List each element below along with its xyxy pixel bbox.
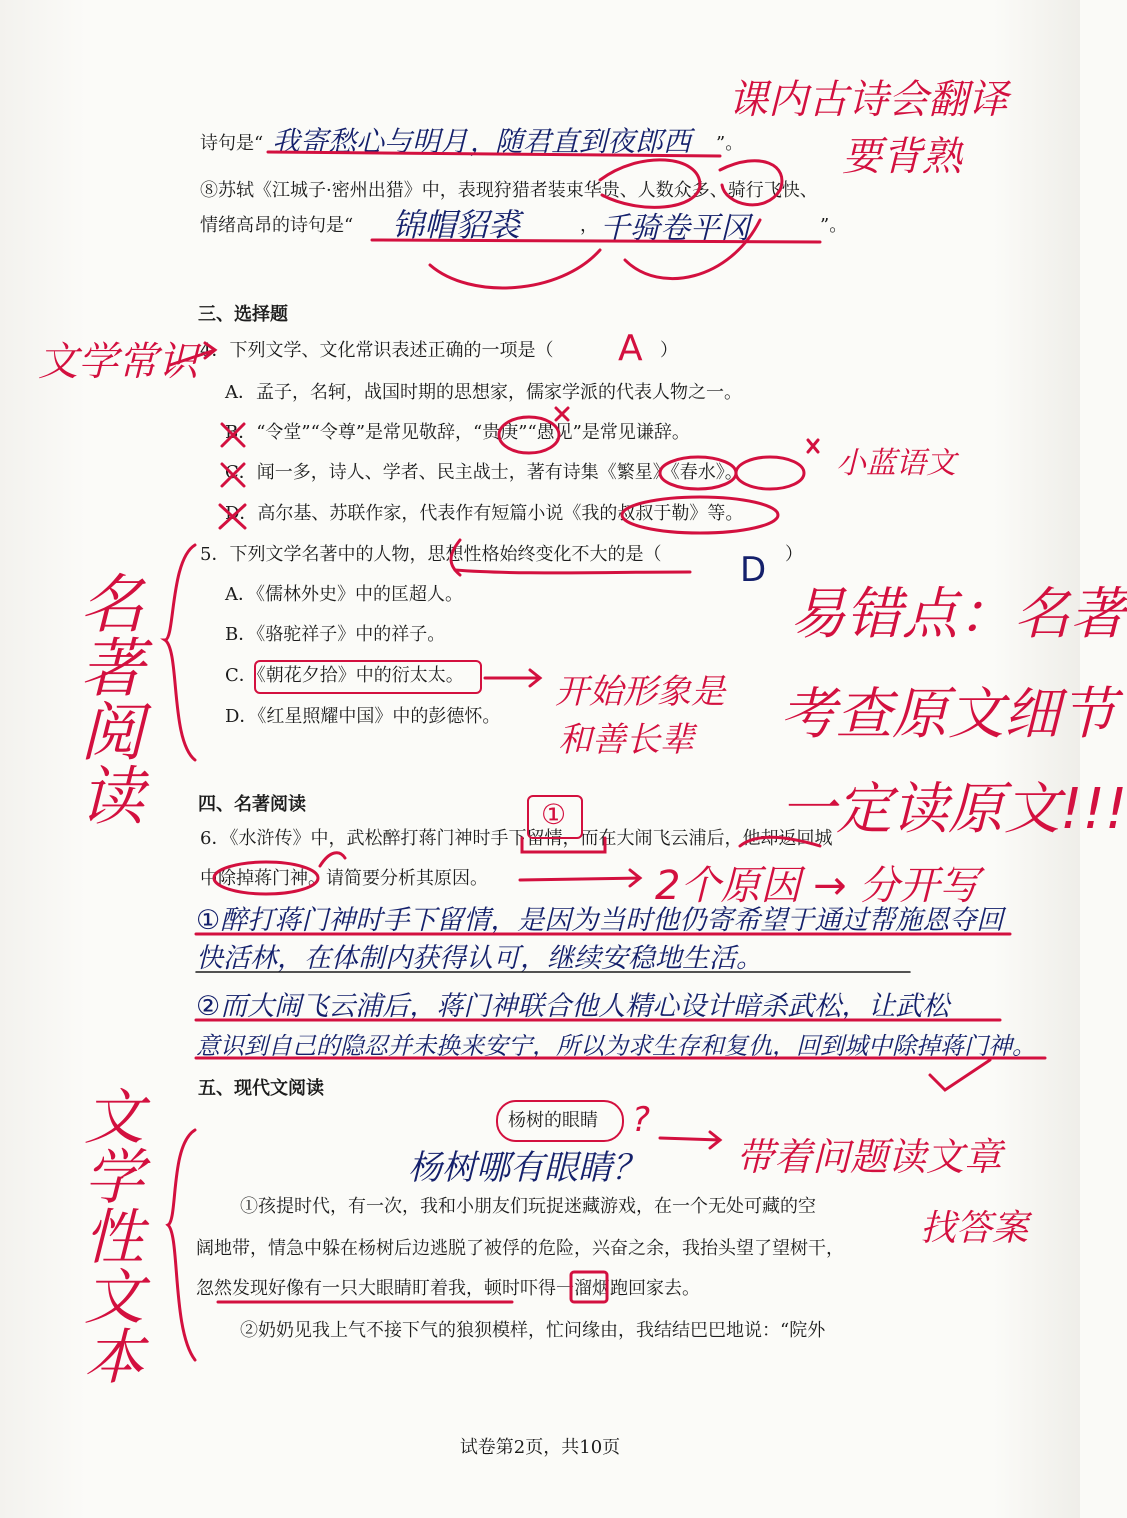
- note-mingzhu-text: 名著阅读: [69, 570, 143, 826]
- q8-answer-a: 锦帽貂裘: [392, 206, 521, 244]
- q7-line: [200, 133, 263, 155]
- q4-option-a: A．孟子，名轲，战国时期的思想家，儒家学派的代表人物之一。: [225, 382, 742, 403]
- q7-sep: ，: [470, 128, 497, 158]
- q7-answer-a: 我寄愁心与明月: [272, 125, 469, 158]
- q8-line2-prefix: 情绪高昂的诗句是“: [200, 215, 354, 236]
- note-memorize: 要背熟: [842, 134, 962, 180]
- q4-stem: [200, 340, 553, 362]
- hand-title: 杨树哪有眼睛？: [408, 1148, 646, 1188]
- q4-answer: A: [618, 328, 643, 369]
- q8-line1: ⑧苏轼《江城子·密州出猎》中，表现狩猎者装束华贵、人数众多、骑行飞快、: [200, 180, 818, 201]
- c-option-box: [254, 660, 482, 694]
- q5-stem: 5．下列文学名著中的人物，思想性格始终变化不大的是（: [200, 544, 662, 565]
- note-translate: 课内古诗会翻译: [728, 77, 1008, 123]
- c-note1: 开始形象是: [555, 672, 725, 712]
- q5-answer: D: [740, 550, 767, 590]
- q7-prefix: 诗句是“: [200, 133, 264, 154]
- q5-close: ）: [785, 544, 803, 565]
- q4-option-b: B．“令堂”“令尊”是常见敬辞，“贵庚”“愚见”是常见谦辞。: [225, 422, 690, 443]
- note-wenxuexing-text: 文学性文本: [74, 1085, 144, 1385]
- q8-suffix: ”。: [820, 215, 848, 236]
- q7-suffix: ”。: [716, 133, 744, 154]
- q6-line2: 中除掉蒋门神。请简要分析其原因。: [200, 868, 488, 889]
- section4-title: 四、名著阅读: [198, 794, 306, 815]
- answer-line-2: 快活林，在体制内获得认可，继续安稳地生活。: [196, 943, 763, 974]
- note-yiding: 一定读原文!!!: [780, 777, 1127, 842]
- q8-sep: ，: [580, 215, 598, 236]
- note-wenxuexing: [74, 1085, 144, 1385]
- note-read-with-question: 带着问题读文章: [736, 1135, 1003, 1179]
- q8-answer-b: 千骑卷平冈: [600, 211, 750, 246]
- q6-line1: 6．《水浒传》中，武松醉打蒋门神时手下留情，而在大闹飞云浦后，他却返回城: [200, 828, 833, 849]
- answer-line-3: ②而大闹飞云浦后，蒋门神联合他人精心设计暗杀武松，让武松: [196, 991, 950, 1022]
- q5-option-d: D．《红星照耀中国》中的彭德怀。: [225, 706, 501, 727]
- q4-stem-text: 4．下列文学、文化常识表述正确的一项是（: [200, 340, 554, 361]
- q5-option-c: C．《朝花夕拾》中的衍太太。: [225, 665, 464, 686]
- q7-answer-b: 随君直到夜郎西: [495, 125, 692, 158]
- section3-title: 三、选择题: [198, 304, 288, 325]
- q5-option-b: B．《骆驼祥子》中的祥子。: [225, 624, 446, 645]
- para1-line3: 忽然发现好像有一只大眼睛盯着我，顿时吓得一溜烟跑回家去。: [196, 1278, 700, 1299]
- note-two-reasons: 2个原因 → 分开写: [655, 863, 980, 909]
- watermark-xiaolan: 小蓝语文: [836, 446, 956, 481]
- c-note2: 和善长辈: [558, 720, 694, 760]
- para2-line1: ②奶奶见我上气不接下气的狼狈模样，忙问缘由，我结结巴巴地说：“院外: [240, 1320, 826, 1341]
- q4-close: ）: [660, 340, 678, 361]
- para1-line2: 阔地带，情急中躲在杨树后边逃脱了被俘的危险，兴奋之余，我抬头望了望树干，: [196, 1238, 844, 1259]
- note-wenxue-changshi: 文学常识: [38, 339, 198, 385]
- answer-line-4: 意识到自己的隐忍并未换来安宁，所以为求生存和复仇，回到城中除掉蒋门神。: [196, 1032, 1036, 1060]
- section5-title: 五、现代文阅读: [198, 1078, 324, 1099]
- note-find-answer: 找答案: [920, 1208, 1029, 1249]
- para1-line1: ①孩提时代，有一次，我和小朋友们玩捉迷藏游戏，在一个无处可藏的空: [240, 1196, 816, 1217]
- circle-mark: ①: [541, 798, 567, 831]
- answer-line-1: ①醉打蒋门神时手下留情，是因为当时他仍寄希望于通过帮施恩夺回: [196, 905, 1004, 936]
- q5-option-a: A．《儒林外史》中的匡超人。: [225, 584, 463, 605]
- article-title: 杨树的眼睛: [508, 1110, 598, 1131]
- note-yicuodian: 易错点：名著: [790, 582, 1126, 647]
- question-mark: ?: [632, 1100, 651, 1140]
- page-footer: 试卷第2页，共10页: [459, 1437, 621, 1458]
- q4-option-d: D．高尔基、苏联作家，代表作有短篇小说《我的叔叔于勒》等。: [225, 503, 744, 524]
- note-mingzhu-yuedu: [70, 570, 142, 826]
- q4-option-c: C．闻一多，诗人、学者、民主战士，著有诗集《繁星》《春水》。: [225, 462, 743, 483]
- note-kaocha: 考查原文细节: [780, 682, 1116, 747]
